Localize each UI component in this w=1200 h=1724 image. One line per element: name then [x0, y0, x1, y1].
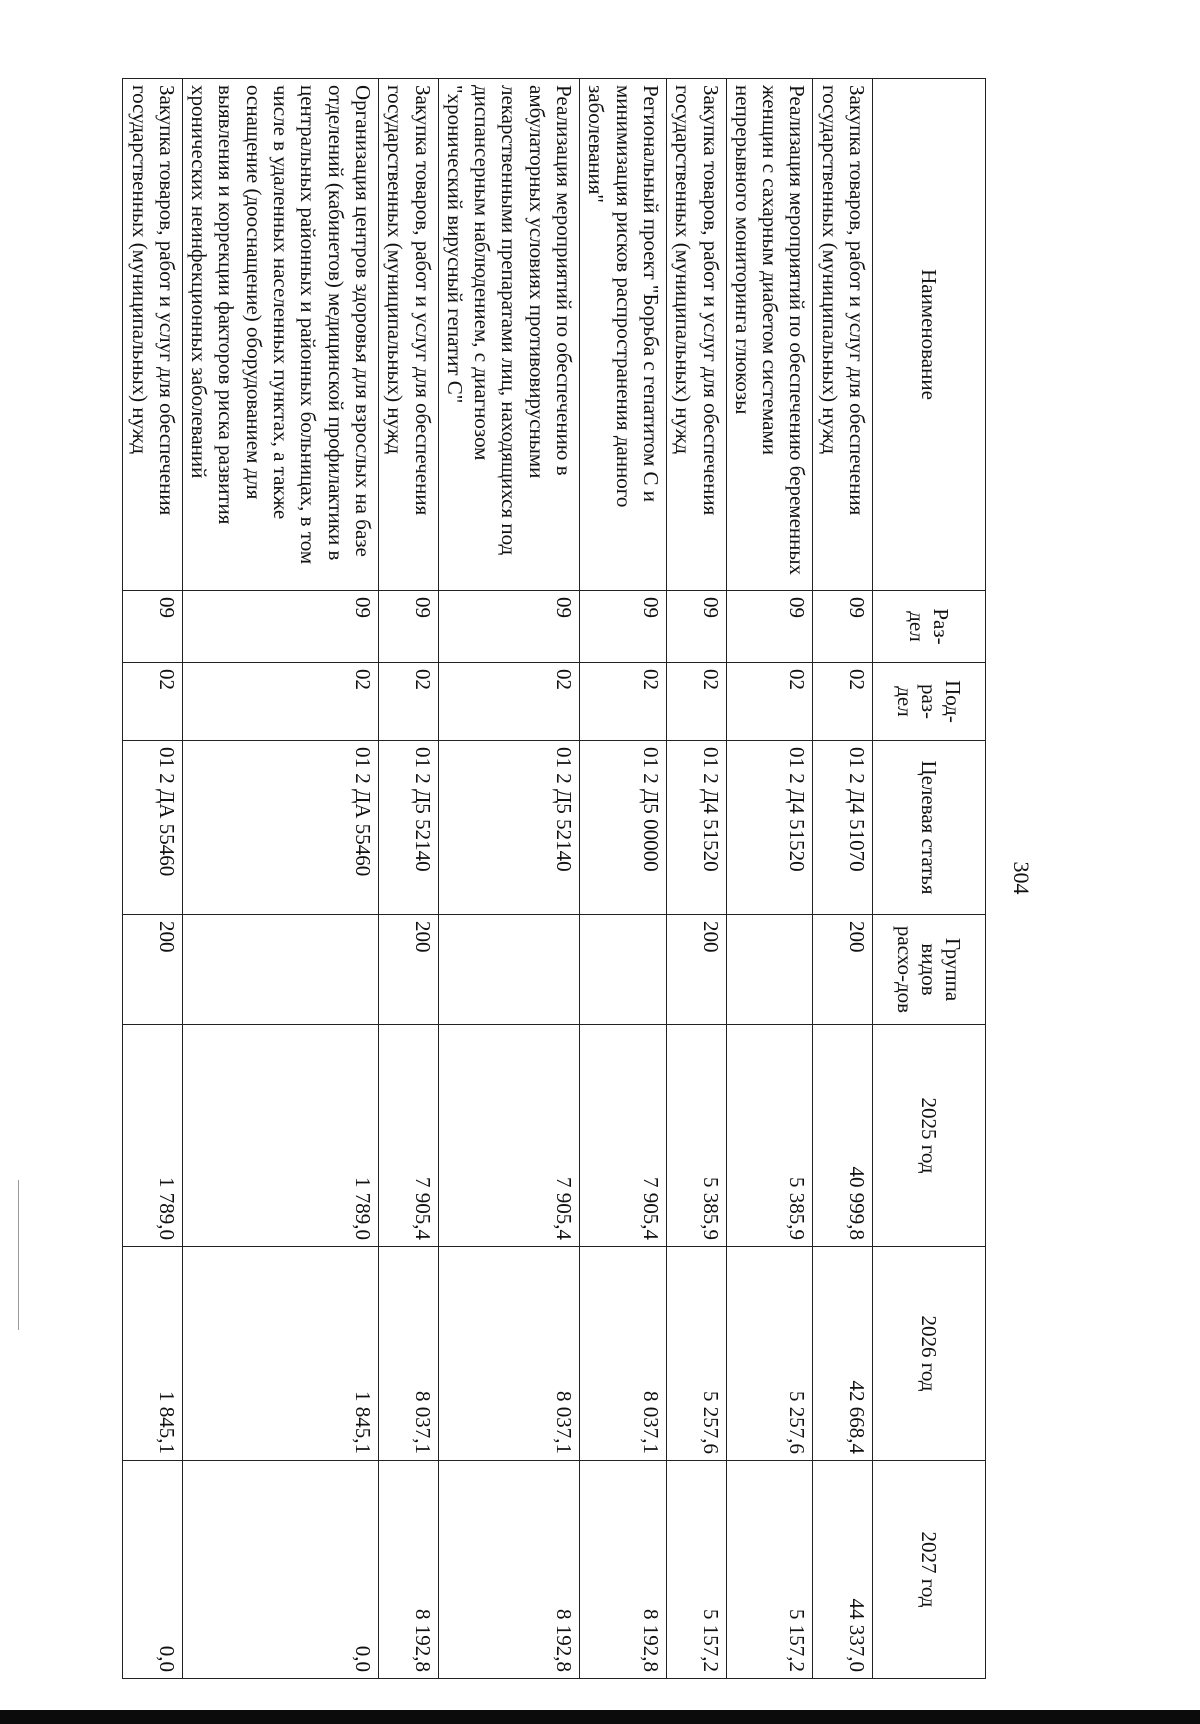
cell-name: Реализация мероприятий по обеспечению беременных женщин с сахарным диабетом системами непрерывного мониторинга глюкозы: [726, 79, 813, 591]
scan-bottom-edge: [0, 1710, 1200, 1724]
budget-table: [122, 78, 986, 1679]
cell-podrazdel: 02: [813, 663, 873, 741]
header-gruppa: Группа видов расхо-дов: [873, 915, 986, 1025]
header-podrazdel: Под-раз-дел: [873, 663, 986, 741]
cell-2026: 1 845,1: [123, 1247, 183, 1461]
cell-gruppa: [580, 915, 667, 1025]
cell-gruppa: [438, 915, 579, 1025]
cell-2026: 1 845,1: [182, 1247, 378, 1461]
cell-name: Организация центров здоровья для взрослых на базе отделений (кабинетов) медицинской профилактики в центральных районных и районных больницах, в том числе в удаленных населенных пунктах, а также оснащение (дооснащение) оборудованием для выявления и коррекции факторов риска развития хронических неинфекционных заболеваний: [182, 79, 378, 591]
cell-celevaya-statya: 01 2 Д4 51520: [666, 741, 726, 915]
table-row: [438, 79, 579, 1679]
page-number: 304: [1009, 861, 1034, 895]
cell-celevaya-statya: 01 2 ДА 55460: [123, 741, 183, 915]
cell-name: Закупка товаров, работ и услуг для обеспечения государственных (муниципальных) нужд: [813, 79, 873, 591]
cell-2025: 1 789,0: [182, 1025, 378, 1247]
cell-razdel: 09: [580, 591, 667, 663]
cell-celevaya-statya: 01 2 Д5 52140: [378, 741, 438, 915]
scan-artifact-line: [18, 1180, 19, 1330]
cell-2025: 7 905,4: [580, 1025, 667, 1247]
cell-name: Закупка товаров, работ и услуг для обеспечения государственных (муниципальных) нужд: [123, 79, 183, 591]
cell-2026: 8 037,1: [580, 1247, 667, 1461]
cell-razdel: 09: [123, 591, 183, 663]
cell-2027: 5 157,2: [726, 1461, 813, 1679]
table-row: [726, 79, 813, 1679]
header-row: [873, 79, 986, 1679]
header-celevaya-statya: Целевая статья: [873, 741, 986, 915]
cell-name: Реализация мероприятий по обеспечению в амбулаторных условиях противовирусными лекарственными препаратами лиц, находящихся под диспансерным наблюдением, с диагнозом "хронический вирусный гепатит С": [438, 79, 579, 591]
cell-2025: 40 999,8: [813, 1025, 873, 1247]
cell-celevaya-statya: 01 2 Д5 00000: [580, 741, 667, 915]
header-2027: 2027 год: [873, 1461, 986, 1679]
cell-2025: 7 905,4: [438, 1025, 579, 1247]
cell-2025: 5 385,9: [726, 1025, 813, 1247]
cell-2026: 42 668,4: [813, 1247, 873, 1461]
cell-name: Закупка товаров, работ и услуг для обеспечения государственных (муниципальных) нужд: [666, 79, 726, 591]
cell-2027: 5 157,2: [666, 1461, 726, 1679]
cell-podrazdel: 02: [123, 663, 183, 741]
cell-celevaya-statya: 01 2 Д4 51070: [813, 741, 873, 915]
table-row: [580, 79, 667, 1679]
cell-2026: 5 257,6: [666, 1247, 726, 1461]
cell-razdel: 09: [726, 591, 813, 663]
cell-razdel: 09: [438, 591, 579, 663]
header-name: Наименование: [873, 79, 986, 591]
cell-2026: 8 037,1: [438, 1247, 579, 1461]
cell-gruppa: 200: [123, 915, 183, 1025]
cell-podrazdel: 02: [182, 663, 378, 741]
cell-podrazdel: 02: [378, 663, 438, 741]
cell-podrazdel: 02: [580, 663, 667, 741]
cell-2027: 0,0: [123, 1461, 183, 1679]
cell-razdel: 09: [378, 591, 438, 663]
cell-2025: 7 905,4: [378, 1025, 438, 1247]
cell-2027: 8 192,8: [580, 1461, 667, 1679]
table-row: [378, 79, 438, 1679]
header-2026: 2026 год: [873, 1247, 986, 1461]
rotated-page: [127, 78, 1062, 1678]
cell-celevaya-statya: 01 2 ДА 55460: [182, 741, 378, 915]
cell-gruppa: 200: [666, 915, 726, 1025]
cell-2027: 8 192,8: [438, 1461, 579, 1679]
cell-podrazdel: 02: [726, 663, 813, 741]
table-row: [813, 79, 873, 1679]
cell-2025: 1 789,0: [123, 1025, 183, 1247]
cell-name: Закупка товаров, работ и услуг для обеспечения государственных (муниципальных) нужд: [378, 79, 438, 591]
table-row: [182, 79, 378, 1679]
cell-2025: 5 385,9: [666, 1025, 726, 1247]
cell-2026: 5 257,6: [726, 1247, 813, 1461]
cell-gruppa: [182, 915, 378, 1025]
cell-2027: 0,0: [182, 1461, 378, 1679]
cell-gruppa: [726, 915, 813, 1025]
cell-razdel: 09: [813, 591, 873, 663]
cell-2027: 44 337,0: [813, 1461, 873, 1679]
cell-celevaya-statya: 01 2 Д5 52140: [438, 741, 579, 915]
cell-name: Региональный проект "Борьба с гепатитом С и минимизация рисков распространения данного заболевания": [580, 79, 667, 591]
table-row: [123, 79, 183, 1679]
cell-razdel: 09: [666, 591, 726, 663]
cell-2026: 8 037,1: [378, 1247, 438, 1461]
header-razdel: Раз-дел: [873, 591, 986, 663]
cell-gruppa: 200: [378, 915, 438, 1025]
cell-podrazdel: 02: [438, 663, 579, 741]
cell-2027: 8 192,8: [378, 1461, 438, 1679]
cell-gruppa: 200: [813, 915, 873, 1025]
cell-celevaya-statya: 01 2 Д4 51520: [726, 741, 813, 915]
table-row: [666, 79, 726, 1679]
cell-razdel: 09: [182, 591, 378, 663]
cell-podrazdel: 02: [666, 663, 726, 741]
header-2025: 2025 год: [873, 1025, 986, 1247]
